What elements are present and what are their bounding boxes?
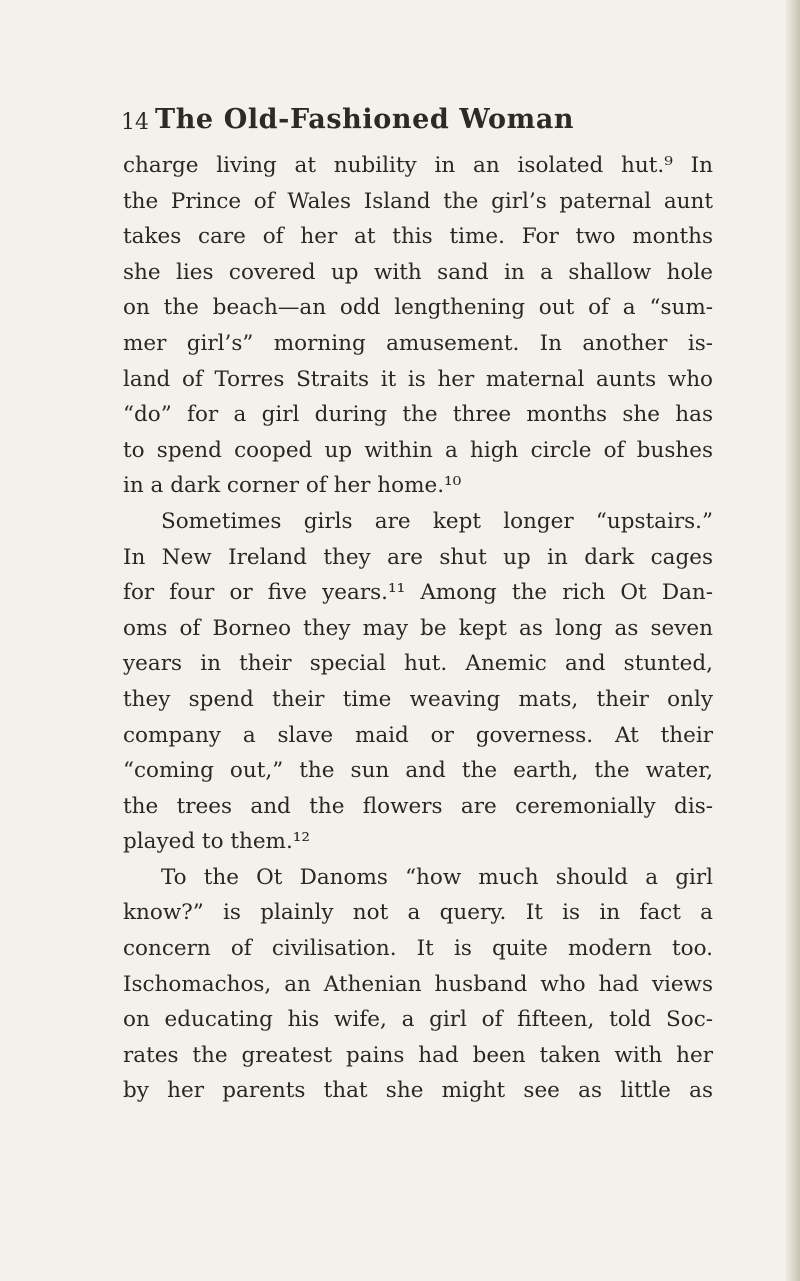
body-text [123,148,713,1109]
text-line: years in their special hut. Anemic and stunted, [123,651,713,677]
text-line: rates the greatest pains had been taken with her [123,1042,713,1068]
text-line: in a dark corner of her home.¹⁰ [123,473,462,499]
text-line: In New Ireland they are shut up in dark cages [123,544,713,570]
text-line: charge living at nubility in an isolated hut.⁹ In [123,153,713,178]
text-line: “coming out,” the sun and the earth, the water, [123,758,713,784]
book-title: The Old-Fashioned Woman [155,104,575,135]
text-line: the trees and the flowers are ceremonially dis- [123,793,713,819]
text-line: on educating his wife, a girl of fifteen, told Soc- [123,1007,713,1033]
page-edge-shadow [786,0,800,1281]
text-line: takes care of her at this time. For two months [123,224,713,250]
page-number: 14 [121,110,149,135]
text-line: on the beach—an odd lengthening out of a “sum- [123,295,713,321]
text-line: know?” is plainly not a query. It is in fact a [123,900,713,926]
text-line: for four or five years.¹¹ Among the rich Ot Dan- [123,580,713,606]
text-line: by her parents that she might see as little as [123,1078,713,1104]
running-head [121,104,720,138]
text-line: “do” for a girl during the three months she has [123,402,713,428]
text-line: company a slave maid or governess. At their [123,722,713,748]
text-line: to spend cooped up within a high circle of bushes [123,437,713,463]
text-line: the Prince of Wales Island the girl’s paternal aunt [123,188,713,214]
text-line: land of Torres Straits it is her maternal aunts who [123,366,713,392]
text-line: they spend their time weaving mats, their only [123,686,713,712]
text-line: Ischomachos, an Athenian husband who had views [123,971,713,997]
paragraph-start-line: To the Ot Danoms “how much should a girl [161,864,713,890]
text-line: she lies covered up with sand in a shallow hole [123,259,713,285]
text-line: oms of Borneo they may be kept as long as seven [123,615,713,641]
text-line: concern of civilisation. It is quite modern too. [123,936,713,962]
text-line: played to them.¹² [123,829,311,855]
paragraph-start-line: Sometimes girls are kept longer “upstairs.” [161,508,713,534]
text-line: mer girl’s” morning amusement. In another is- [123,330,713,356]
